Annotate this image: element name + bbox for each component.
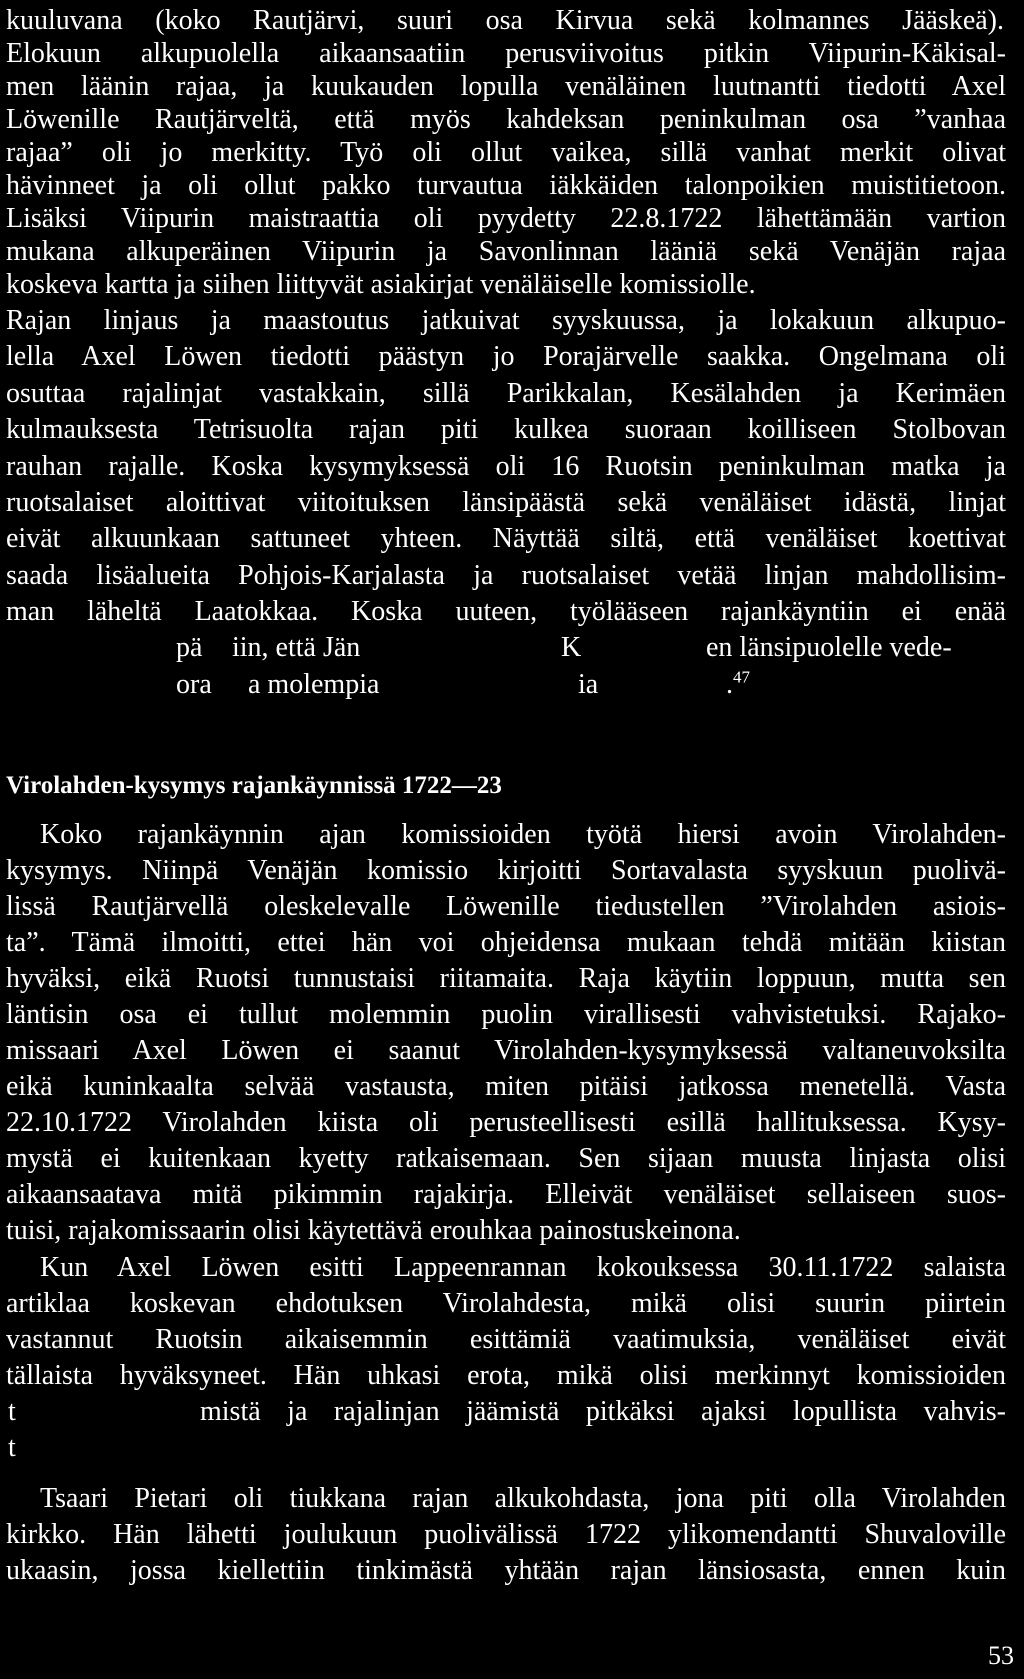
text-line: osuttaa rajalinjat vastakkain, sillä Parikkalan, Kesälahden ja Kerimäen [6,378,1006,409]
text-line: mystä ei kuitenkaan kyetty ratkaisemaan. Sen sijaan muusta linjasta olisi [6,1143,1006,1174]
book-page [6,0,1018,1679]
text-line: hyväksi, eikä Ruotsi tunnustaisi riitamaita. Raja käytiin loppuun, mutta sen [6,963,1006,994]
text-fragment-period: . [726,669,733,700]
text-line: kirkko. Hän lähetti joulukuun puolivälissä 1722 ylikomendantti Shuvaloville [6,1519,1006,1550]
text-fragment: t [8,1432,16,1463]
page-number: 53 [988,1641,1014,1670]
text-line: ruotsalaiset aloittivat viitoituksen länsipäästä sekä venäläiset idästä, linjat [6,487,1006,518]
text-fragment [726,666,750,704]
text-line: man läheltä Laatokkaa. Koska uuteen, työlääseen rajankäyntiin ei enää [6,596,1006,627]
text-line: kulmauksesta Tetrisuolta rajan piti kulkea suoraan koilliseen Stolbovan [6,414,1006,445]
text-line: Rajan linjaus ja maastoutus jatkuivat syyskuussa, ja lokakuun alkupuo- [6,305,1006,336]
text-line: hävinneet ja oli ollut pakko turvautua iäkkäiden talonpoikien muistitietoon. [6,170,1006,201]
text-line: 22.10.1722 Virolahden kiista oli perusteellisesti esillä hallituksessa. Kysy- [6,1107,1006,1138]
text-line: artiklaa koskevan ehdotuksen Virolahdesta, mikä olisi suurin piirtein [6,1288,1006,1319]
text-fragment: ora [176,669,212,700]
text-line: missaari Axel Löwen ei saanut Virolahden-kysymyksessä valtaneuvoksilta [6,1035,1006,1066]
text-line: kysymys. Niinpä Venäjän komissio kirjoitti Sortavalasta syyskuun puolivä- [6,855,1006,886]
text-line: kuuluvana (koko Rautjärvi, suuri osa Kirvua sekä kolmannes Jääskeä). [6,5,1004,36]
text-line: rajaa” oli jo merkitty. Työ oli ollut vaikea, sillä vanhat merkit olivat [6,137,1006,168]
text-fragment: iin, että Jän [232,632,361,663]
text-line: aikaansaatava mitä pikimmin rajakirja. Elleivät venäläiset sellaiseen suos- [6,1179,1006,1210]
text-fragment: ia [578,669,599,700]
text-line: eikä kuninkaalta selvää vastausta, miten pitäisi jatkossa menetellä. Vasta [6,1071,1006,1102]
text-line: mistä ja rajalinjan jäämistä pitkäksi ajaksi lopullista vahvis- [200,1396,1006,1427]
text-fragment: pä [176,632,203,663]
text-fragment: K [561,632,582,663]
text-fragment: en länsipuolelle vede- [706,632,952,663]
text-line: vastannut Ruotsin aikaisemmin esittämiä vaatimuksia, venäläiset eivät [6,1324,1006,1355]
text-line: Löwenille Rautjärveltä, että myös kahdeksan peninkulman osa ”vanhaa [6,104,1006,135]
text-line: men läänin rajaa, ja kuukauden lopulla venäläinen luutnantti tiedotti Axel [6,71,1006,102]
text-line: saada lisäalueita Pohjois-Karjalasta ja ruotsalaiset vetää linjan mahdollisim- [6,560,1006,591]
text-fragment: a molempia [248,669,380,700]
text-line: eivät alkuunkaan sattuneet yhteen. Näyttää siltä, että venäläiset koettivat [6,523,1006,554]
text-line: tuisi, rajakomissaarin olisi käytettävä erouhkaa painostuskeinona. [6,1215,741,1246]
text-line: ukaasin, jossa kiellettiin tinkimästä yhtään rajan länsiosasta, ennen kuin [6,1555,1006,1586]
text-fragment: t [8,1396,16,1427]
text-line: lella Axel Löwen tiedotti päästyn jo Porajärvelle saakka. Ongelmana oli [6,341,1006,372]
text-line: mukana alkuperäinen Viipurin ja Savonlinnan lääniä sekä Venäjän rajaa [6,236,1006,267]
text-line: Kun Axel Löwen esitti Lappeenrannan kokouksessa 30.11.1722 salaista [40,1252,1006,1283]
text-line: koskeva kartta ja siihen liittyvät asiakirjat venäläiselle komissiolle. [6,269,756,300]
text-line: lissä Rautjärvellä oleskelevalle Löwenille tiedustellen ”Virolahden asiois- [6,891,1006,922]
text-line: rauhan rajalle. Koska kysymyksessä oli 16 Ruotsin peninkulman matka ja [6,451,1006,482]
text-line: läntisin osa ei tullut molemmin puolin virallisesti vahvistetuksi. Rajako- [6,999,1006,1030]
section-heading: Virolahden-kysymys rajankäynnissä 1722—23 [6,772,502,799]
text-line: ta”. Tämä ilmoitti, ettei hän voi ohjeidensa mukaan tehdä mitään kiistan [6,927,1006,958]
text-line: Tsaari Pietari oli tiukkana rajan alkukohdasta, jona piti olla Virolahden [40,1483,1006,1514]
text-line: Lisäksi Viipurin maistraattia oli pyydetty 22.8.1722 lähettämään vartion [6,203,1006,234]
text-line: Koko rajankäynnin ajan komissioiden työtä hiersi avoin Virolahden- [40,819,1006,850]
text-line: tällaista hyväksyneet. Hän uhkasi erota, mikä olisi merkinnyt komissioiden [6,1360,1006,1391]
footnote-reference: 47 [733,667,750,687]
text-line: Elokuun alkupuolella aikaansaatiin perusviivoitus pitkin Viipurin-Käkisal- [6,38,1006,69]
